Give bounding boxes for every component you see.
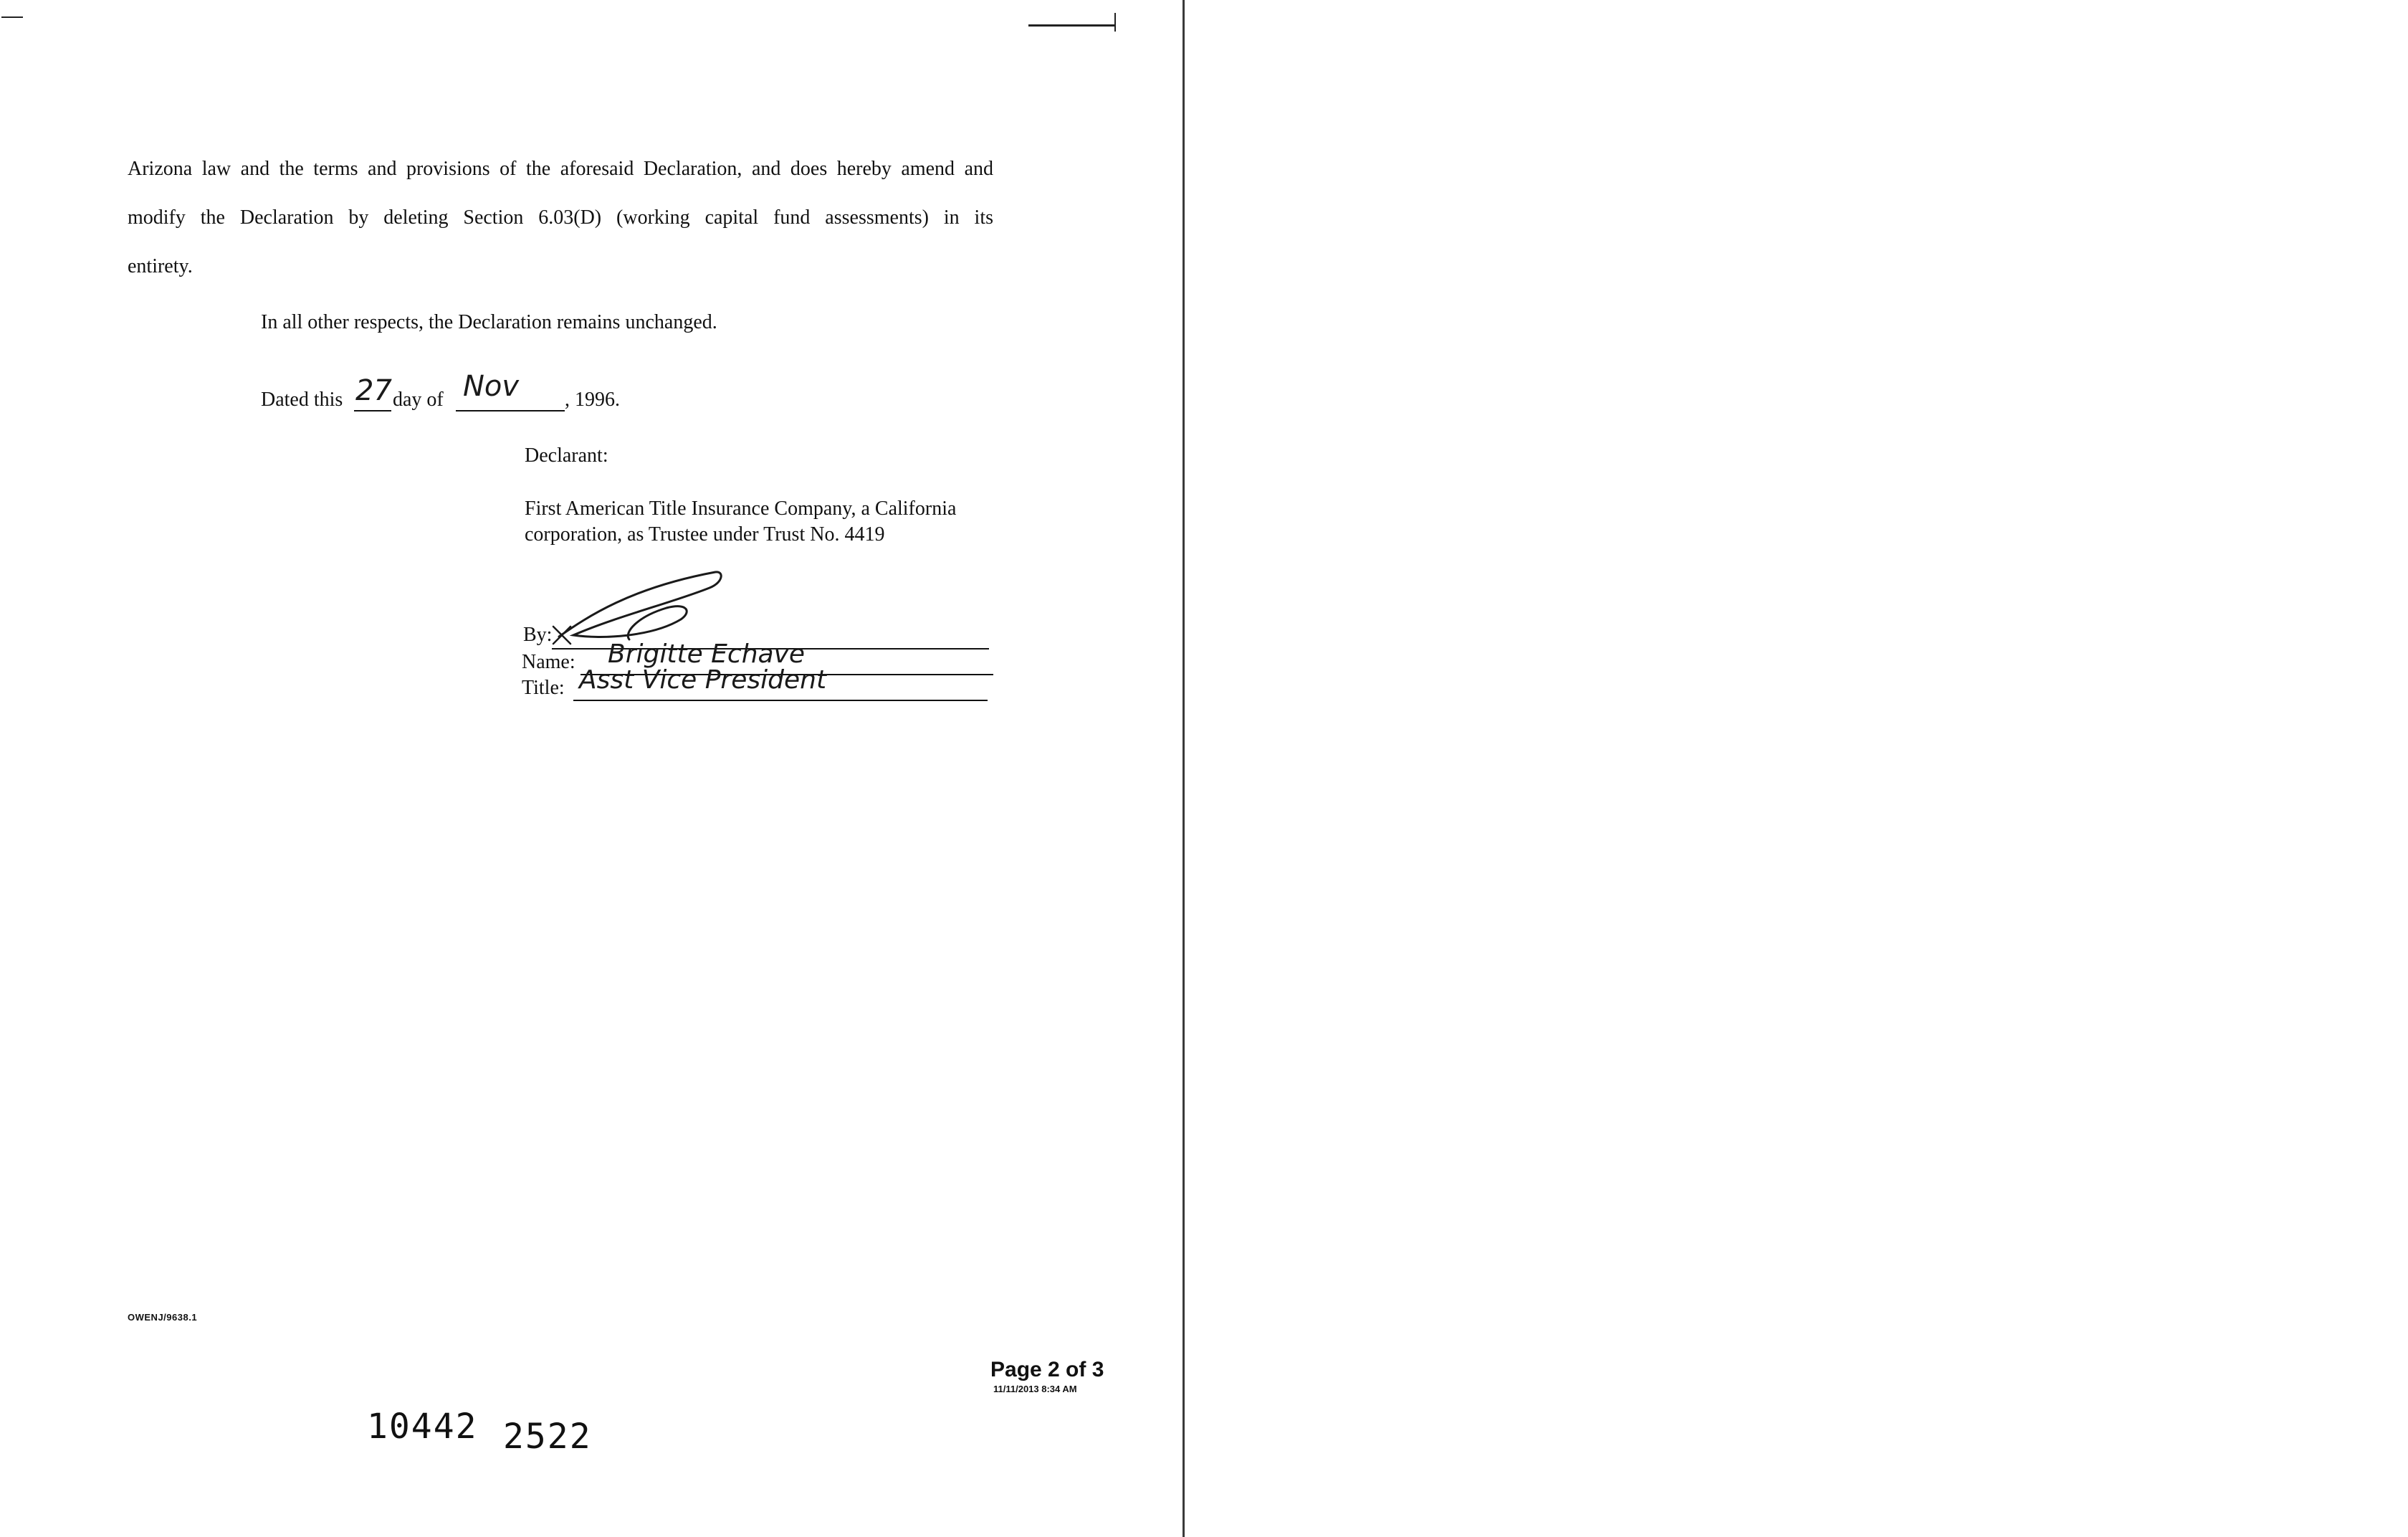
document-code: OWENJ/9638.1	[128, 1312, 198, 1323]
dated-day-underline	[354, 410, 391, 411]
scan-mark-top-right	[1028, 24, 1114, 27]
scan-mark-tick	[1114, 13, 1116, 32]
document-page	[0, 0, 1182, 1537]
name-handwritten: Brigitte Echave	[608, 639, 806, 669]
recording-number-1: 10442	[367, 1407, 478, 1447]
company-line-1: First American Title Insurance Company, a California	[525, 498, 957, 520]
page-number: Page 2 of 3	[990, 1358, 1104, 1381]
scan-mark-left	[1, 16, 23, 18]
body-line-1: Arizona law and the terms and provisions of the aforesaid Declaration, and does hereby amend and	[128, 158, 993, 180]
dated-month-handwritten: Nov	[463, 370, 520, 403]
declarant-label: Declarant:	[525, 444, 608, 467]
dated-day-handwritten: 27	[355, 374, 392, 407]
company-line-2: corporation, as Trustee under Trust No. 4419	[525, 523, 885, 546]
title-underline	[573, 700, 988, 701]
dated-prefix: Dated this	[261, 389, 343, 411]
recording-number-2: 2522	[503, 1417, 592, 1457]
body-line-2: modify the Declaration by deleting Section 6.03(D) (working capital fund assessments) in its	[128, 206, 993, 229]
page-timestamp: 11/11/2013 8:34 AM	[993, 1384, 1077, 1394]
name-label: Name:	[522, 651, 575, 673]
title-label: Title:	[522, 677, 565, 699]
dated-suffix: , 1996.	[565, 389, 620, 411]
by-label: By:	[523, 624, 553, 646]
body-line-3: entirety.	[128, 255, 193, 277]
respects-paragraph: In all other respects, the Declaration remains unchanged.	[261, 311, 717, 333]
title-handwritten: Asst Vice President	[579, 665, 827, 695]
dated-month-underline	[456, 410, 565, 411]
blank-scan-area	[1185, 0, 2408, 1537]
dated-middle: day of	[393, 389, 444, 411]
